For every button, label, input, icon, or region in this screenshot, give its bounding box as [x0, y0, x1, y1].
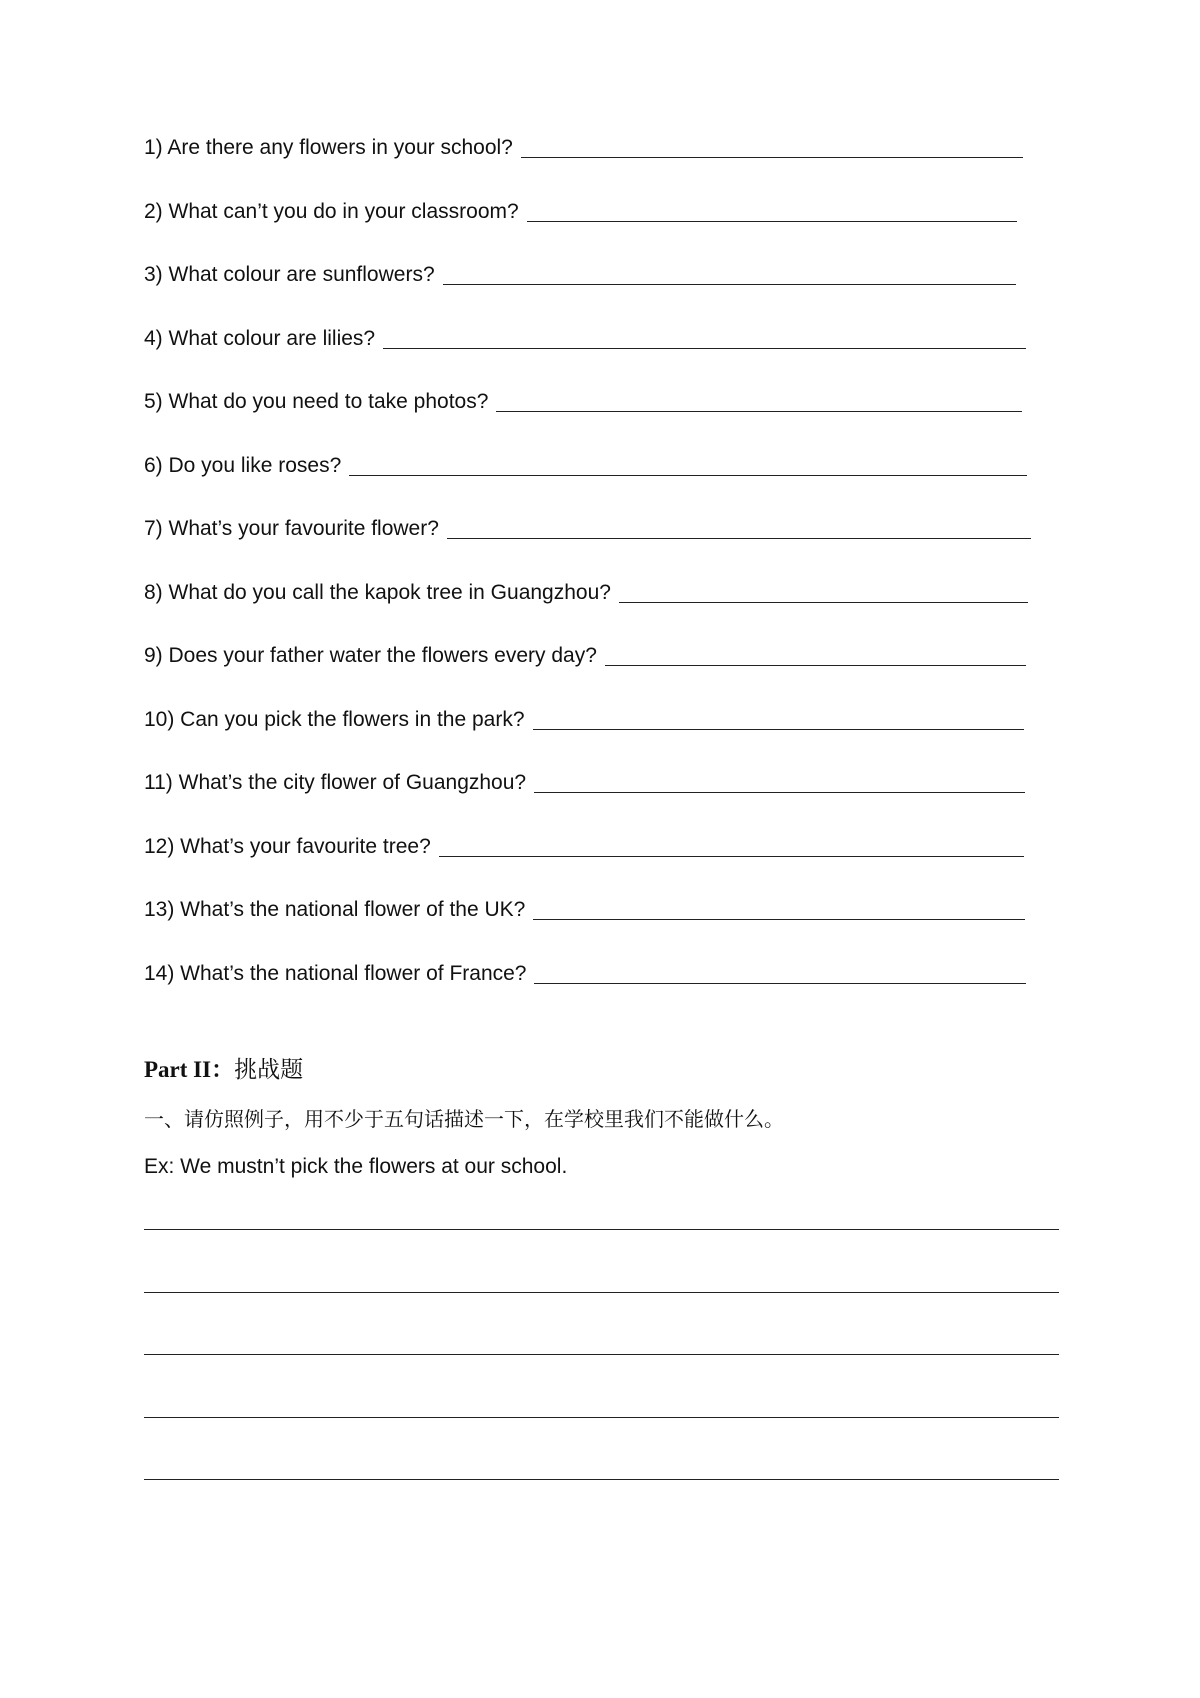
question-text: 2) What can’t you do in your classroom? — [144, 199, 519, 223]
question-text: 6) Do you like roses? — [144, 453, 342, 477]
question-text: 5) What do you need to take photos? — [144, 390, 489, 413]
question-text: 14) What’s the national flower of France? — [144, 961, 527, 985]
part-two-label: Part II： — [144, 1057, 235, 1082]
answer-blank[interactable] — [496, 411, 1022, 412]
question-text: 3) What colour are sunflowers? — [144, 263, 435, 286]
answer-blank[interactable] — [349, 475, 1027, 476]
answer-blank[interactable] — [619, 602, 1028, 603]
answer-blank[interactable] — [383, 348, 1026, 349]
answer-blank[interactable] — [439, 856, 1024, 857]
question-text: 8) What do you call the kapok tree in Guangzhou? — [144, 580, 611, 604]
part-two-instruction: 一、请仿照例子，用不少于五句话描述一下，在学校里我们不能做什么。 — [144, 1107, 784, 1131]
writing-line[interactable] — [144, 1417, 1059, 1418]
answer-blank[interactable] — [533, 919, 1025, 920]
question-text: 10) Can you pick the flowers in the park? — [144, 707, 525, 731]
question-row — [144, 795, 1044, 859]
writing-lines — [144, 1229, 1059, 1542]
part-two-title: 挑战题 — [234, 1057, 304, 1083]
question-row — [144, 732, 1044, 796]
question-text: 11) What’s the city flower of Guangzhou? — [144, 771, 527, 794]
question-list — [144, 130, 1044, 986]
answer-blank[interactable] — [447, 538, 1031, 539]
question-row — [144, 859, 1044, 923]
question-row — [144, 668, 1044, 732]
question-row — [144, 922, 1044, 986]
writing-line[interactable] — [144, 1229, 1059, 1230]
question-row — [144, 414, 1044, 478]
question-text: 1) Are there any flowers in your school? — [144, 136, 513, 159]
question-row — [144, 351, 1044, 415]
writing-line[interactable] — [144, 1479, 1059, 1480]
question-row — [144, 541, 1044, 605]
question-text: 7) What’s your favourite flower? — [144, 517, 439, 540]
writing-line[interactable] — [144, 1354, 1059, 1355]
answer-blank[interactable] — [443, 284, 1016, 285]
question-text: 12) What’s your favourite tree? — [144, 834, 431, 858]
question-row — [144, 130, 1044, 160]
example-sentence: Ex: We mustn’t pick the flowers at our school. — [144, 1155, 568, 1178]
answer-blank[interactable] — [521, 157, 1023, 158]
question-row — [144, 287, 1044, 351]
answer-blank[interactable] — [533, 729, 1024, 730]
question-text: 9) Does your father water the flowers every day? — [144, 644, 597, 667]
part-two-heading — [144, 1055, 303, 1085]
answer-blank[interactable] — [527, 221, 1017, 222]
answer-blank[interactable] — [534, 983, 1026, 984]
question-row — [144, 605, 1044, 669]
question-row — [144, 160, 1044, 224]
writing-line[interactable] — [144, 1292, 1059, 1293]
question-text: 13) What’s the national flower of the UK? — [144, 898, 526, 921]
answer-blank[interactable] — [534, 792, 1025, 793]
answer-blank[interactable] — [605, 665, 1026, 666]
question-row — [144, 224, 1044, 288]
question-text: 4) What colour are lilies? — [144, 326, 376, 350]
question-row — [144, 478, 1044, 542]
